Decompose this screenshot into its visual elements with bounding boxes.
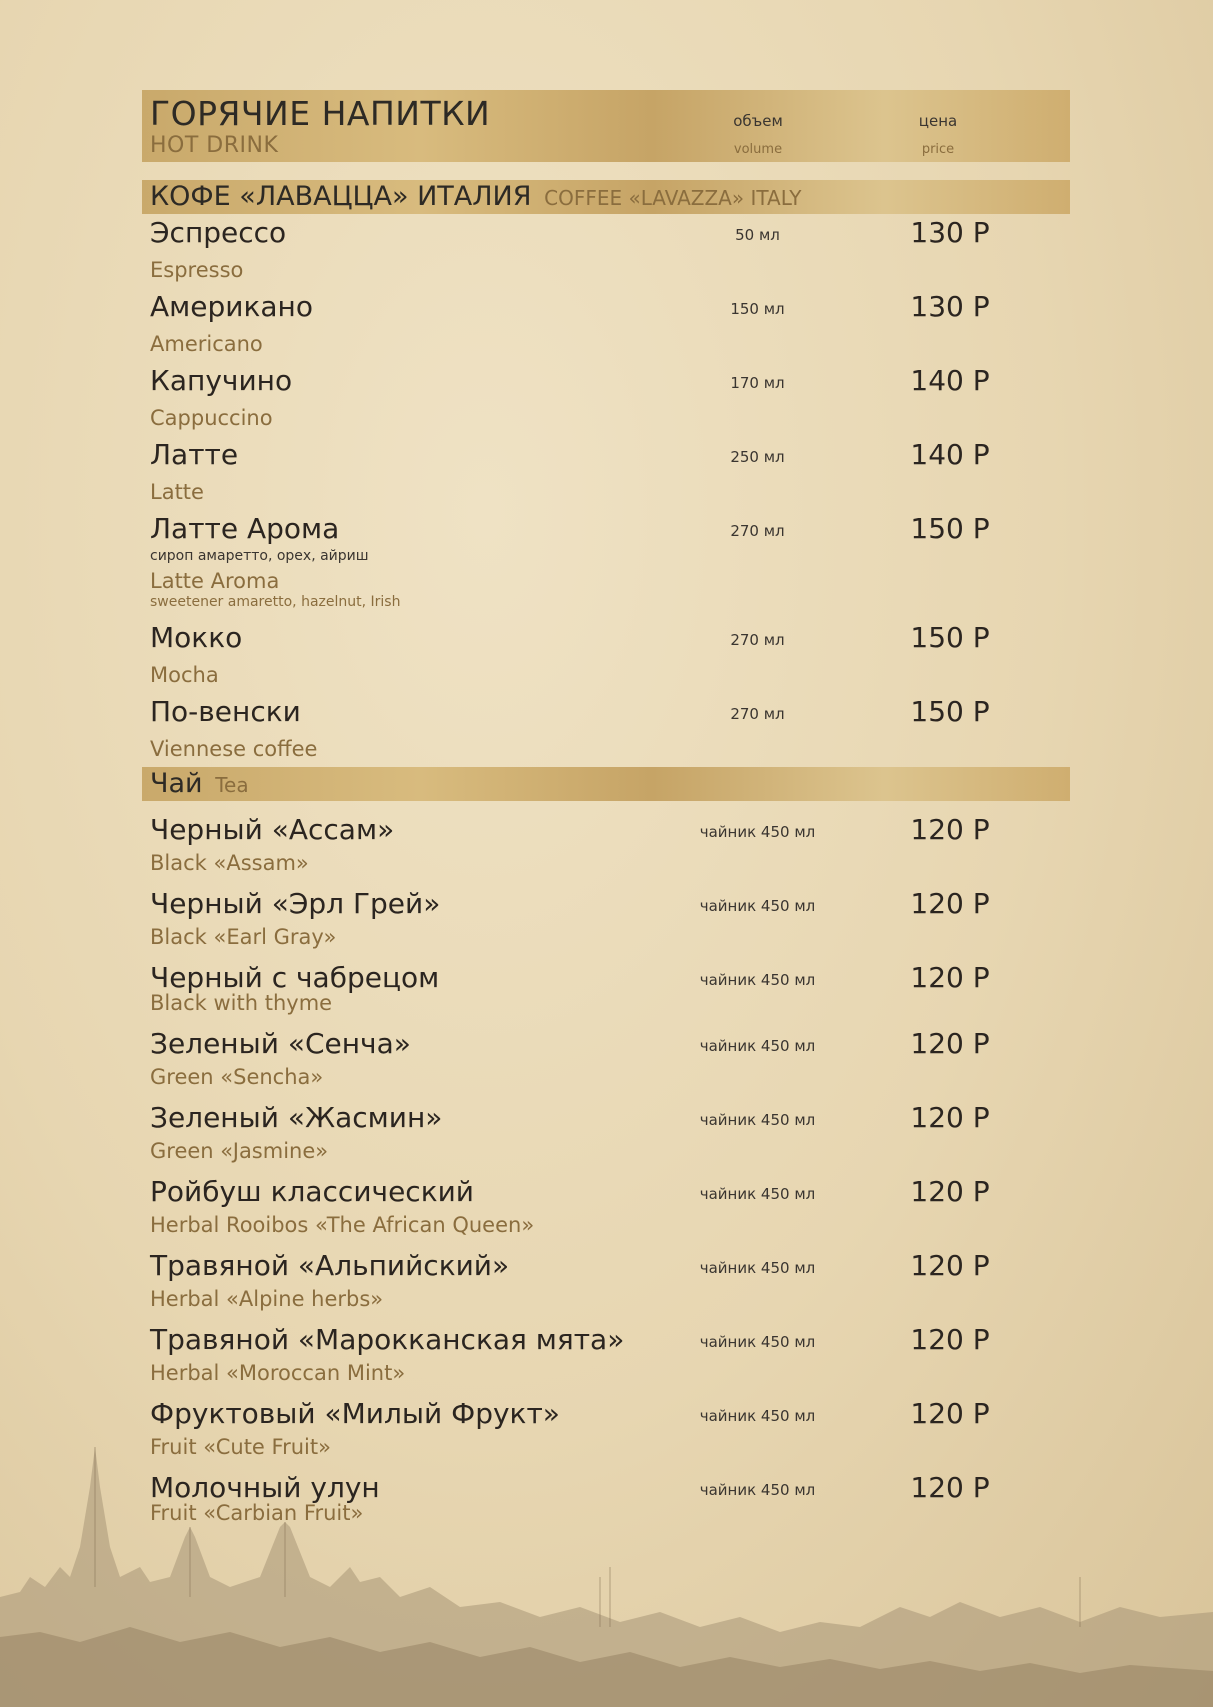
item-name-en: Herbal Rooibos «The African Queen» — [150, 1213, 535, 1237]
item-volume: чайник 450 мл — [699, 1037, 816, 1055]
item-volume: 270 мл — [730, 522, 785, 540]
item-price: 120 Р — [910, 1027, 990, 1060]
item-price: 120 Р — [910, 961, 990, 994]
item-name: Латте Арома — [150, 512, 340, 545]
coffee-title-ru: КОФЕ «ЛАВАЦЦА» ИТАЛИЯ — [150, 181, 532, 212]
item-name-en: Herbal «Moroccan Mint» — [150, 1361, 406, 1385]
menu-subtitle: HOT DRINK — [150, 133, 279, 158]
item-name: По-венски — [150, 695, 301, 728]
item-name-en: Green «Sencha» — [150, 1065, 324, 1089]
item-name: Ройбуш классический — [150, 1175, 474, 1208]
item-name: Капучино — [150, 364, 293, 397]
item-price: 140 Р — [910, 438, 990, 471]
item-volume: чайник 450 мл — [699, 1407, 816, 1425]
item-price: 120 Р — [910, 813, 990, 846]
item-name: Черный «Эрл Грей» — [150, 887, 441, 920]
volume-column-label: объем — [733, 112, 783, 130]
item-name-en: Green «Jasmine» — [150, 1139, 329, 1163]
item-name: Зеленый «Сенча» — [150, 1027, 411, 1060]
item-name: Черный с чабрецом — [150, 961, 440, 994]
item-volume: 270 мл — [730, 705, 785, 723]
item-name-en: Black «Earl Gray» — [150, 925, 337, 949]
item-name: Молочный улун — [150, 1471, 380, 1504]
item-name: Зеленый «Жасмин» — [150, 1101, 443, 1134]
item-name: Травяной «Марокканская мята» — [150, 1323, 625, 1356]
item-name-en: Black with thyme — [150, 991, 333, 1015]
item-price: 120 Р — [910, 887, 990, 920]
item-volume: 150 мл — [730, 300, 785, 318]
item-name-en: Herbal «Alpine herbs» — [150, 1287, 384, 1311]
item-price: 120 Р — [910, 1175, 990, 1208]
item-volume: чайник 450 мл — [699, 1185, 816, 1203]
item-name: Мокко — [150, 621, 243, 654]
item-price: 120 Р — [910, 1101, 990, 1134]
item-volume: 270 мл — [730, 631, 785, 649]
item-price: 150 Р — [910, 695, 990, 728]
item-name-en: Latte Aroma — [150, 569, 280, 593]
item-name: Черный «Ассам» — [150, 813, 395, 846]
item-name-en: Fruit «Carbian Fruit» — [150, 1501, 364, 1525]
item-price: 120 Р — [910, 1323, 990, 1356]
item-volume: чайник 450 мл — [699, 1111, 816, 1129]
item-volume: чайник 450 мл — [699, 823, 816, 841]
item-name-en: Americano — [150, 332, 263, 356]
item-name-en: Fruit «Cute Fruit» — [150, 1435, 331, 1459]
item-price: 130 Р — [910, 290, 990, 323]
menu-title: ГОРЯЧИЕ НАПИТКИ — [150, 94, 491, 133]
tea-section-band — [142, 767, 1070, 801]
item-name: Травяной «Альпийский» — [150, 1249, 510, 1282]
item-name-en: Viennese coffee — [150, 737, 318, 761]
item-name: Фруктовый «Милый Фрукт» — [150, 1397, 560, 1430]
tea-section-title — [150, 768, 249, 799]
volume-column-label-en: volume — [733, 142, 783, 157]
item-note: сироп амаретто, орех, айриш — [150, 548, 369, 564]
item-price: 150 Р — [910, 621, 990, 654]
item-name-en: Black «Assam» — [150, 851, 309, 875]
item-name: Латте — [150, 438, 239, 471]
item-name: Эспрессо — [150, 216, 287, 249]
item-price: 120 Р — [910, 1249, 990, 1282]
item-price: 140 Р — [910, 364, 990, 397]
item-price: 130 Р — [910, 216, 990, 249]
item-price: 120 Р — [910, 1397, 990, 1430]
item-volume: чайник 450 мл — [699, 971, 816, 989]
item-price: 150 Р — [910, 512, 990, 545]
item-name-en: Espresso — [150, 258, 244, 282]
item-name-en: Cappuccino — [150, 406, 273, 430]
item-volume: 50 мл — [735, 226, 780, 244]
item-volume: чайник 450 мл — [699, 1333, 816, 1351]
item-note-en: sweetener amaretto, hazelnut, Irish — [150, 594, 401, 610]
item-volume: чайник 450 мл — [699, 897, 816, 915]
item-name: Американо — [150, 290, 313, 323]
tea-title-ru: Чай — [150, 768, 203, 799]
city-skyline-illustration — [0, 1427, 1213, 1707]
price-column-label: цена — [918, 112, 958, 130]
item-price: 120 Р — [910, 1471, 990, 1504]
coffee-title-en: COFFEE «LAVAZZA» ITALY — [544, 186, 802, 210]
item-name-en: Mocha — [150, 663, 219, 687]
item-volume: 170 мл — [730, 374, 785, 392]
tea-title-en: Tea — [215, 773, 249, 797]
item-volume: чайник 450 мл — [699, 1259, 816, 1277]
item-volume: 250 мл — [730, 448, 785, 466]
coffee-section-title — [150, 181, 801, 212]
item-volume: чайник 450 мл — [699, 1481, 816, 1499]
item-name-en: Latte — [150, 480, 204, 504]
price-column-label-en: price — [921, 142, 955, 157]
